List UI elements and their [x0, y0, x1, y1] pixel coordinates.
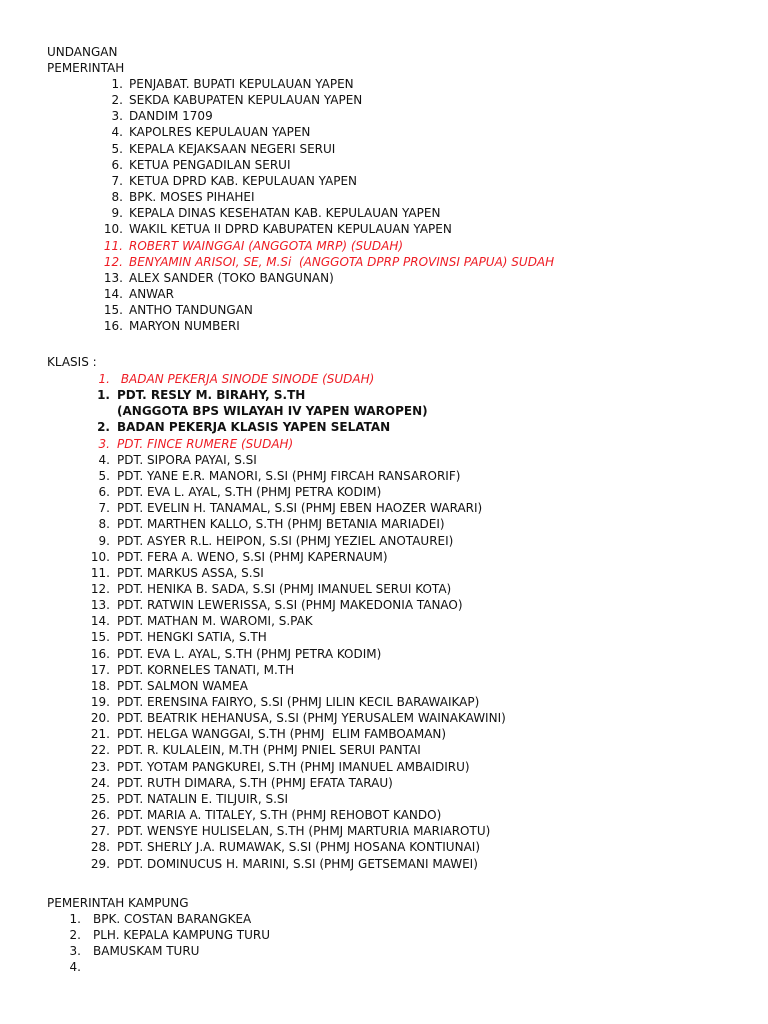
list-item-number: 16.: [90, 646, 110, 661]
list-item-number: 14.: [103, 286, 123, 301]
list-item-text: PDT. YOTAM PANGKUREI, S.TH (PHMJ IMANUEL AMBAIDIRU): [117, 759, 470, 774]
list-item-text: BENYAMIN ARISOI, SE, M.Si (ANGGOTA DPRP PROVINSI PAPUA) SUDAH: [129, 254, 555, 269]
list-item-text: PENJABAT. BUPATI KEPULAUAN YAPEN: [129, 77, 354, 91]
list-item-text: PDT. YANE E.R. MANORI, S.SI (PHMJ FIRCAH RANSARORIF): [117, 468, 461, 483]
list-item-text: ANTHO TANDUNGAN: [129, 303, 253, 318]
list-item-number: 19.: [90, 695, 110, 709]
list-item-text: KEPALA KEJAKSAAN NEGERI SERUI: [129, 141, 336, 156]
list-item-text: KEPALA DINAS KESEHATAN KAB. KEPULAUAN YAPEN: [129, 206, 441, 221]
list-item-number: 13.: [90, 598, 110, 613]
list-item-number: 21.: [90, 727, 110, 742]
list-item-text: ALEX SANDER (TOKO BANGUNAN): [129, 270, 334, 285]
list-item-number: 5.: [98, 468, 110, 483]
section-heading: PEMERINTAH: [47, 61, 125, 75]
list-item-text: PDT. R. KULALEIN, M.TH (PHMJ PNIEL SERUI PANTAI: [117, 743, 421, 758]
list-item-number: 10.: [90, 549, 110, 564]
list-item-text: PDT. MARKUS ASSA, S.SI: [117, 565, 264, 580]
list-item-text: PDT. NATALIN E. TILJUIR, S.SI: [117, 791, 289, 806]
list-item-text: KETUA DPRD KAB. KEPULAUAN YAPEN: [129, 173, 358, 188]
list-item-text: WAKIL KETUA II DPRD KABUPATEN KEPULAUAN YAPEN: [129, 222, 452, 237]
list-item-text: PDT. EVA L. AYAL, S.TH (PHMJ PETRA KODIM): [117, 485, 382, 500]
list-item-text: PLH. KEPALA KAMPUNG TURU: [93, 928, 271, 943]
list-item-text: PDT. MARTHEN KALLO, S.TH (PHMJ BETANIA MARIADEI): [117, 517, 445, 532]
list-item-number: 1.: [69, 912, 81, 926]
list-item-number: 4.: [98, 452, 110, 467]
list-item-number: 13.: [103, 270, 123, 285]
list-item-number: 9.: [111, 206, 123, 221]
list-item-text: MARYON NUMBERI: [129, 319, 240, 334]
list-item-text: PDT. MARIA A. TITALEY, S.TH (PHMJ REHOBOT KANDO): [117, 808, 442, 823]
list-item-text: PDT. RESLY M. BIRAHY, S.TH: [117, 388, 306, 403]
list-item-number: 12.: [103, 254, 123, 269]
list-item-text: DANDIM 1709: [129, 109, 213, 124]
list-item-text: PDT. EVELIN H. TANAMAL, S.SI (PHMJ EBEN HAOZER WARARI): [117, 501, 483, 516]
list-item-text: PDT. WENSYE HULISELAN, S.TH (PHMJ MARTURIA MARIAROTU): [117, 824, 491, 839]
list-item-number: 1.: [98, 372, 110, 386]
list-item-text: KETUA PENGADILAN SERUI: [129, 157, 291, 172]
list-item-number: 25.: [90, 791, 110, 806]
list-item-number: 11.: [90, 565, 110, 580]
list-item-number: 3.: [69, 944, 81, 959]
list-item-text: BPK. COSTAN BARANGKEA: [93, 912, 252, 926]
list-item-number: 22.: [90, 743, 110, 758]
section-heading: PEMERINTAH KAMPUNG: [47, 896, 189, 910]
list-item-number: 29.: [90, 856, 110, 871]
list-item-number: 26.: [90, 808, 110, 823]
list-item-text: PDT. RATWIN LEWERISSA, S.SI (PHMJ MAKEDONIA TANAO): [117, 598, 463, 613]
list-item-text: PDT. EVA L. AYAL, S.TH (PHMJ PETRA KODIM): [117, 646, 382, 661]
list-item-number: 6.: [111, 157, 123, 172]
list-item-number: 18.: [90, 678, 110, 693]
list-item-number: 2.: [69, 928, 81, 943]
list-item-number: 10.: [103, 222, 123, 237]
list-item-number: 2.: [97, 420, 110, 435]
list-item-number: 7.: [98, 501, 110, 516]
list-item-text: BADAN PEKERJA SINODE SINODE (SUDAH): [117, 372, 375, 386]
list-item-text: PDT. SALMON WAMEA: [117, 678, 248, 693]
list-item-number: 24.: [90, 775, 110, 790]
list-item-text: KAPOLRES KEPULAUAN YAPEN: [129, 125, 311, 140]
list-item-text: BADAN PEKERJA KLASIS YAPEN SELATAN: [117, 420, 391, 435]
list-item-number: 5.: [111, 141, 123, 156]
list-item-number: 23.: [90, 759, 110, 774]
list-item-text: PDT. DOMINUCUS H. MARINI, S.SI (PHMJ GETSEMANI MAWEI): [117, 856, 478, 871]
list-item-text: SEKDA KABUPATEN KEPULAUAN YAPEN: [129, 93, 363, 108]
list-item-text: BPK. MOSES PIHAHEI: [129, 190, 255, 205]
list-item-number: 15.: [90, 630, 110, 645]
document-title: UNDANGAN: [47, 45, 118, 59]
list-item-text: PDT. FERA A. WENO, S.SI (PHMJ KAPERNAUM): [117, 549, 388, 564]
list-item-number: 8.: [98, 517, 110, 532]
list-item-text: PDT. BEATRIK HEHANUSA, S.SI (PHMJ YERUSALEM WAINAKAWINI): [117, 711, 506, 726]
list-item-number: 3.: [111, 109, 123, 124]
list-item-text: PDT. SIPORA PAYAI, S.SI: [117, 452, 257, 467]
list-item-text: PDT. MATHAN M. WAROMI, S.PAK: [117, 614, 313, 629]
list-item-number: 1.: [111, 77, 123, 91]
list-item-text: PDT. ERENSINA FAIRYO, S.SI (PHMJ LILIN KECIL BARAWAIKAP): [117, 695, 480, 709]
list-item-number: 11.: [103, 238, 123, 253]
list-item-number: 7.: [111, 173, 123, 188]
list-item-text: PDT. ASYER R.L. HEIPON, S.SI (PHMJ YEZIEL ANOTAUREI): [117, 533, 454, 548]
list-item-number: [70, 403, 110, 419]
list-item-number: 16.: [103, 319, 123, 334]
list-item-text: ANWAR: [129, 286, 174, 301]
list-item-number: 20.: [90, 711, 110, 726]
list-item-number: 28.: [90, 840, 110, 855]
list-item-number: 9.: [98, 533, 110, 548]
list-item-number: 1.: [97, 388, 110, 403]
list-item-text: PDT. RUTH DIMARA, S.TH (PHMJ EFATA TARAU): [117, 775, 393, 790]
list-item-number: 3.: [98, 436, 110, 451]
list-item-number: 8.: [111, 190, 123, 205]
list-item-text: PDT. HENGKI SATIA, S.TH: [117, 630, 267, 645]
list-item-number: 2.: [111, 93, 123, 108]
list-item-number: 14.: [90, 614, 110, 629]
list-item-text: BAMUSKAM TURU: [93, 944, 200, 959]
list-item-text: PDT. HELGA WANGGAI, S.TH (PHMJ ELIM FAMBOAMAN): [117, 727, 447, 742]
list-item-number: 15.: [103, 303, 123, 318]
list-item-text: PDT. SHERLY J.A. RUMAWAK, S.SI (PHMJ HOSANA KONTIUNAI): [117, 840, 480, 855]
list-item-text: (ANGGOTA BPS WILAYAH IV YAPEN WAROPEN): [117, 404, 428, 419]
list-item-number: 6.: [98, 485, 110, 500]
section-heading: KLASIS :: [47, 355, 97, 369]
list-item-text: ROBERT WAINGGAI (ANGGOTA MRP) (SUDAH): [129, 238, 404, 253]
list-item-number: 27.: [90, 824, 110, 839]
list-item-number: 4.: [111, 125, 123, 140]
list-item-number: 17.: [90, 662, 110, 677]
list-item-text: PDT. HENIKA B. SADA, S.SI (PHMJ IMANUEL SERUI KOTA): [117, 581, 452, 596]
list-item-text: PDT. KORNELES TANATI, M.TH: [117, 662, 295, 677]
list-item-number: 12.: [90, 581, 110, 596]
list-item-text: PDT. FINCE RUMERE (SUDAH): [117, 436, 294, 451]
list-item-number: 4.: [69, 960, 81, 975]
